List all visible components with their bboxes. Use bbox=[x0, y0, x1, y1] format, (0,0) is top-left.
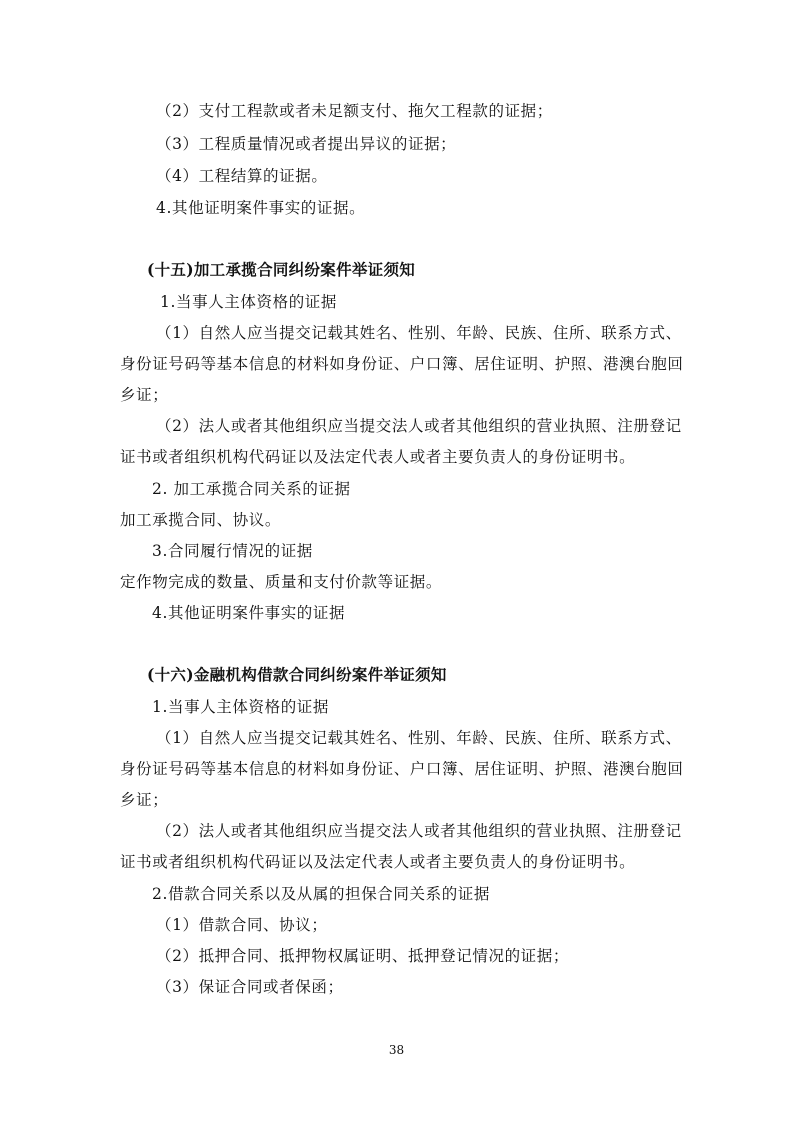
text-line: 4.其他证明案件事实的证据。 bbox=[156, 199, 366, 217]
text-line: 1.当事人主体资格的证据 bbox=[152, 698, 329, 716]
text-line: 2.借款合同关系以及从属的担保合同关系的证据 bbox=[152, 885, 490, 903]
text-line: （2）支付工程款或者未足额支付、拖欠工程款的证据； bbox=[156, 102, 553, 120]
text-line: 乡证； bbox=[120, 791, 169, 809]
text-line: 证书或者组织机构代码证以及法定代表人或者主要负责人的身份证明书。 bbox=[120, 853, 636, 871]
text-line: （1）借款合同、协议； bbox=[156, 916, 328, 934]
text-line: （3）工程质量情况或者提出异议的证据； bbox=[156, 135, 457, 153]
text-line: 乡证； bbox=[120, 386, 169, 404]
text-line: 身份证号码等基本信息的材料如身份证、户口簿、居住证明、护照、港澳台胞回 bbox=[120, 355, 684, 373]
text-line: （2）法人或者其他组织应当提交法人或者其他组织的营业执照、注册登记 bbox=[156, 417, 682, 435]
text-line: 加工承揽合同、协议。 bbox=[120, 511, 282, 529]
page-number: 38 bbox=[388, 1043, 405, 1057]
text-line: （4）工程结算的证据。 bbox=[156, 167, 328, 185]
text-line: 定作物完成的数量、质量和支付价款等证据。 bbox=[120, 573, 443, 591]
text-line: 4.其他证明案件事实的证据 bbox=[152, 604, 346, 622]
text-line: 身份证号码等基本信息的材料如身份证、户口簿、居住证明、护照、港澳台胞回 bbox=[120, 760, 684, 778]
text-line: 1.当事人主体资格的证据 bbox=[160, 293, 337, 311]
text-line: （1）自然人应当提交记载其姓名、性别、年龄、民族、住所、联系方式、 bbox=[156, 729, 682, 747]
section-heading: (十六)金融机构借款合同纠纷案件举证须知 bbox=[147, 665, 447, 684]
text-line: 证书或者组织机构代码证以及法定代表人或者主要负责人的身份证明书。 bbox=[120, 448, 636, 466]
text-line: （1）自然人应当提交记载其姓名、性别、年龄、民族、住所、联系方式、 bbox=[156, 324, 682, 342]
text-line: 2. 加工承揽合同关系的证据 bbox=[152, 480, 351, 498]
text-line: 3.合同履行情况的证据 bbox=[152, 542, 313, 560]
text-line: （2）法人或者其他组织应当提交法人或者其他组织的营业执照、注册登记 bbox=[156, 822, 682, 840]
section-heading: (十五)加工承揽合同纠纷案件举证须知 bbox=[147, 260, 416, 279]
text-line: （2）抵押合同、抵押物权属证明、抵押登记情况的证据； bbox=[156, 947, 569, 965]
text-line: （3）保证合同或者保函； bbox=[156, 978, 344, 996]
